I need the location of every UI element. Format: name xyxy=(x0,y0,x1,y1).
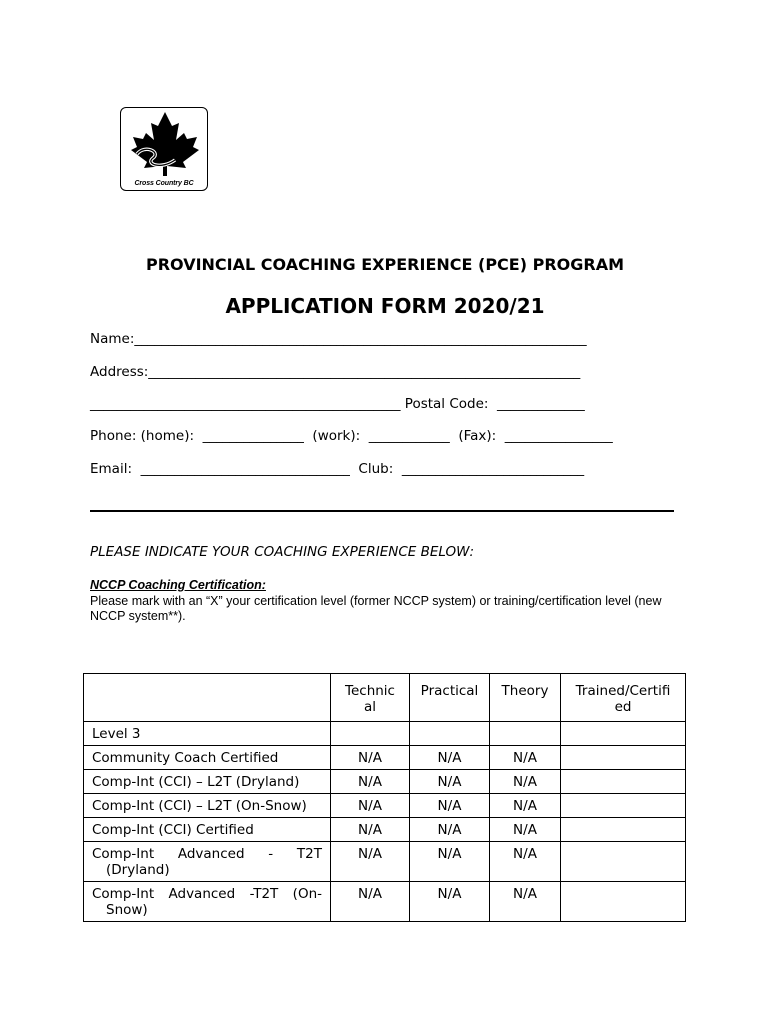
trained-cell[interactable] xyxy=(561,746,686,770)
maple-leaf-icon xyxy=(127,110,203,176)
practical-cell: N/A xyxy=(410,746,490,770)
header-theory: Theory xyxy=(490,674,561,722)
nccp-heading: NCCP Coaching Certification: xyxy=(90,578,266,592)
trained-cell[interactable] xyxy=(561,722,686,746)
row-label: Comp-Int (CCI) Certified xyxy=(84,818,331,842)
table-header-row xyxy=(84,674,686,722)
trained-cell[interactable] xyxy=(561,770,686,794)
row-label: Comp-Int (CCI) – L2T (On-Snow) xyxy=(84,794,331,818)
table-row xyxy=(84,882,686,922)
practical-cell: N/A xyxy=(410,842,490,882)
technical-cell: N/A xyxy=(331,794,410,818)
row-label: Comp-Int (CCI) – L2T (Dryland) xyxy=(84,770,331,794)
technical-cell: N/A xyxy=(331,882,410,922)
theory-cell: N/A xyxy=(490,770,561,794)
name-field[interactable]: Name:___________________________________________________________________ xyxy=(90,331,587,347)
nccp-description: Please mark with an “X” your certification level (former NCCP system) or training/certification level (new NCCP system**). xyxy=(90,594,662,623)
phone-fields[interactable]: Phone: (home): _______________ (work): ____________ (Fax): ________________ xyxy=(90,428,613,444)
theory-cell[interactable] xyxy=(490,722,561,746)
technical-cell: N/A xyxy=(331,746,410,770)
instruction-text: PLEASE INDICATE YOUR COACHING EXPERIENCE BELOW: xyxy=(90,544,475,560)
header-blank xyxy=(84,674,331,722)
email-club-fields[interactable]: Email: _______________________________ Club: ___________________________ xyxy=(90,461,585,477)
practical-cell: N/A xyxy=(410,770,490,794)
theory-cell: N/A xyxy=(490,842,561,882)
address-field[interactable]: Address:________________________________________________________________ xyxy=(90,364,581,380)
header-trained-certified: Trained/Certifi ed xyxy=(561,674,686,722)
table-row xyxy=(84,794,686,818)
row-label: Comp-Int Advanced -T2T (On- Snow) xyxy=(84,882,331,922)
theory-cell: N/A xyxy=(490,818,561,842)
header-technical: Technic al xyxy=(331,674,410,722)
technical-cell[interactable] xyxy=(331,722,410,746)
theory-cell: N/A xyxy=(490,882,561,922)
row-label: Level 3 xyxy=(84,722,331,746)
table-row xyxy=(84,722,686,746)
trained-cell[interactable] xyxy=(561,818,686,842)
practical-cell: N/A xyxy=(410,818,490,842)
cross-country-bc-logo xyxy=(120,107,208,191)
theory-cell: N/A xyxy=(490,794,561,818)
logo-text: Cross Country BC xyxy=(134,180,194,187)
table-row xyxy=(84,770,686,794)
postal-code-field[interactable]: ______________________________________________ Postal Code: _____________ xyxy=(90,396,585,412)
certification-table xyxy=(83,673,686,922)
program-title: PROVINCIAL COACHING EXPERIENCE (PCE) PROGRAM xyxy=(145,255,625,274)
table-row xyxy=(84,842,686,882)
theory-cell: N/A xyxy=(490,746,561,770)
trained-cell[interactable] xyxy=(561,882,686,922)
row-label: Community Coach Certified xyxy=(84,746,331,770)
technical-cell: N/A xyxy=(331,818,410,842)
trained-cell[interactable] xyxy=(561,794,686,818)
practical-cell: N/A xyxy=(410,882,490,922)
table-row xyxy=(84,818,686,842)
technical-cell: N/A xyxy=(331,770,410,794)
technical-cell: N/A xyxy=(331,842,410,882)
form-title: APPLICATION FORM 2020/21 xyxy=(225,294,545,318)
table-row xyxy=(84,746,686,770)
trained-cell[interactable] xyxy=(561,842,686,882)
header-practical: Practical xyxy=(410,674,490,722)
practical-cell[interactable] xyxy=(410,722,490,746)
row-label: Comp-Int Advanced - T2T (Dryland) xyxy=(84,842,331,882)
practical-cell: N/A xyxy=(410,794,490,818)
section-divider xyxy=(90,510,674,512)
